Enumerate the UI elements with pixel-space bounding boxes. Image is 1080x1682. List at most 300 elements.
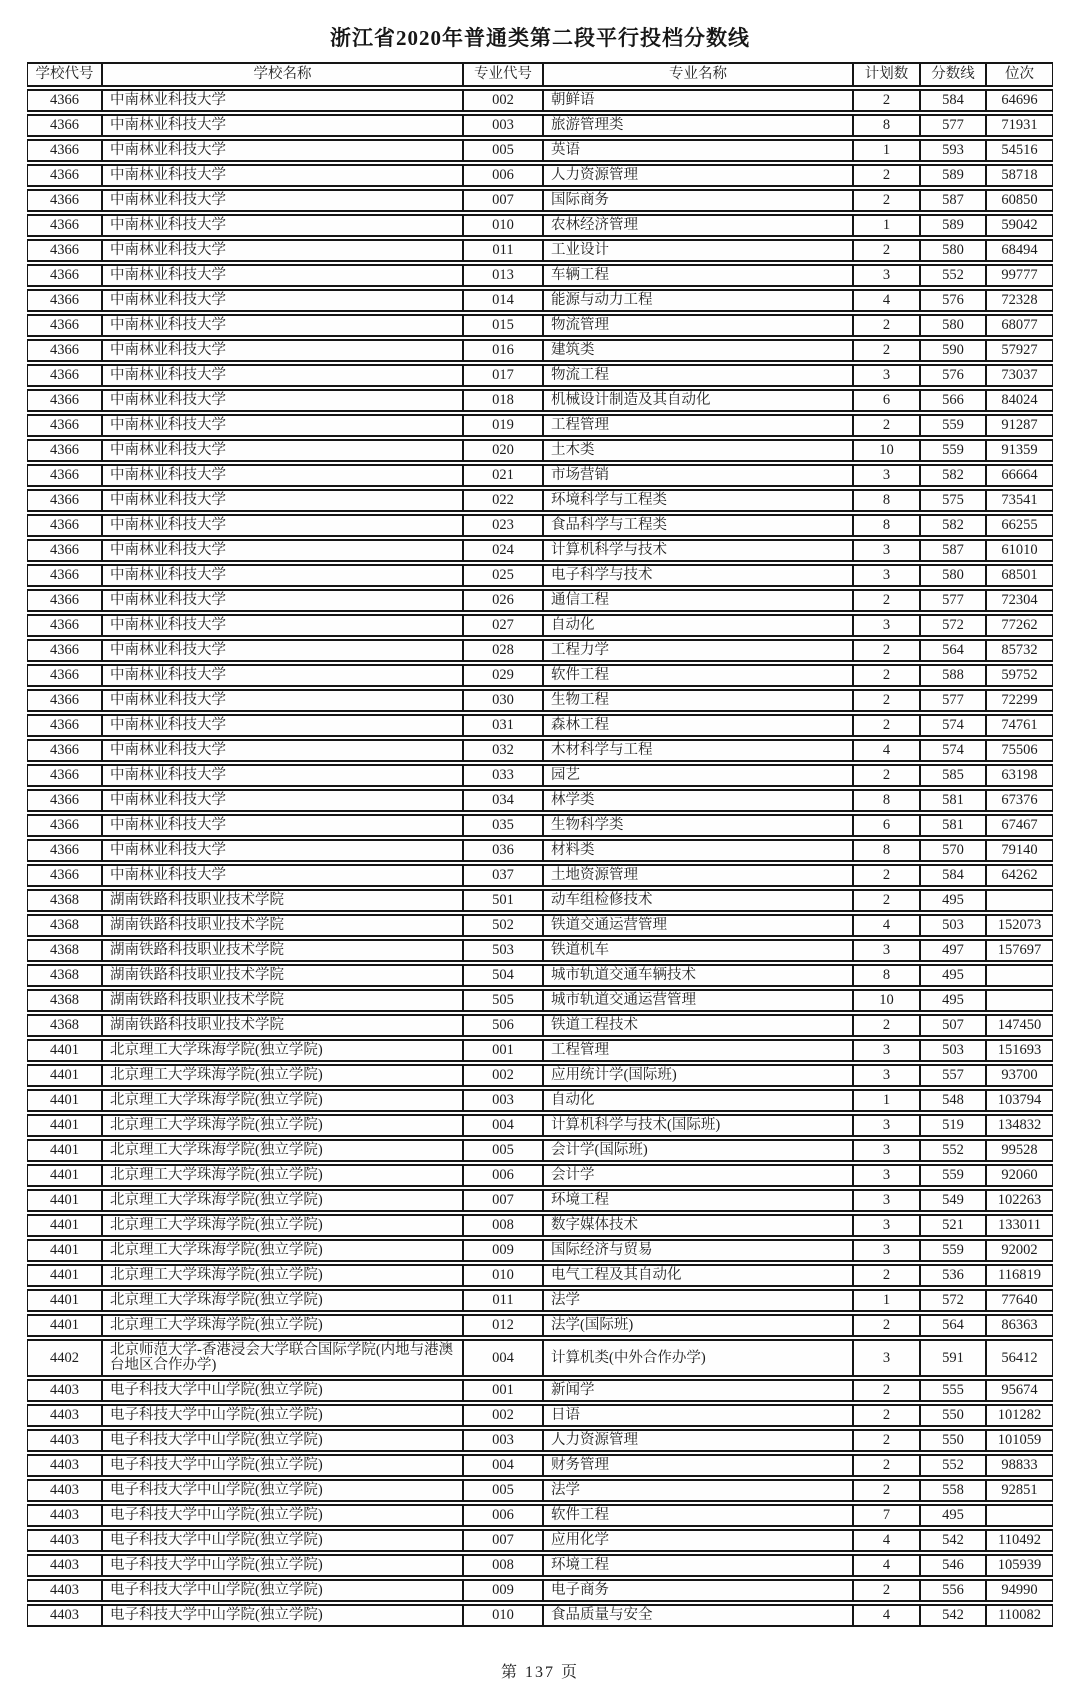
table-row — [27, 564, 1053, 587]
cell-major_code: 504 — [463, 964, 543, 987]
cell-major_name: 英语 — [543, 139, 853, 162]
cell-rank: 86363 — [986, 1314, 1053, 1337]
cell-rank: 79140 — [986, 839, 1053, 862]
cell-school_code: 4366 — [27, 714, 102, 737]
cell-rank: 116819 — [986, 1264, 1053, 1287]
cell-plan_count: 2 — [853, 1314, 920, 1337]
table-row — [27, 1064, 1053, 1087]
cell-plan_count: 2 — [853, 664, 920, 687]
cell-rank: 77640 — [986, 1289, 1053, 1312]
cell-rank: 66664 — [986, 464, 1053, 487]
cell-major_code: 016 — [463, 339, 543, 362]
cell-school_code: 4401 — [27, 1164, 102, 1187]
cell-score_line: 577 — [920, 114, 986, 137]
cell-rank: 57927 — [986, 339, 1053, 362]
cell-major_name: 材料类 — [543, 839, 853, 862]
cell-major_name: 电子科学与技术 — [543, 564, 853, 587]
cell-plan_count: 3 — [853, 264, 920, 287]
cell-major_name: 城市轨道交通运营管理 — [543, 989, 853, 1012]
cell-major_code: 005 — [463, 139, 543, 162]
cell-major_code: 026 — [463, 589, 543, 612]
cell-major_name: 国际经济与贸易 — [543, 1239, 853, 1262]
cell-major_name: 园艺 — [543, 764, 853, 787]
cell-major_name: 土地资源管理 — [543, 864, 853, 887]
cell-plan_count: 3 — [853, 1064, 920, 1087]
cell-plan_count: 2 — [853, 1429, 920, 1452]
cell-rank: 110492 — [986, 1529, 1053, 1552]
cell-rank: 63198 — [986, 764, 1053, 787]
cell-rank — [986, 1504, 1053, 1527]
cell-score_line: 575 — [920, 489, 986, 512]
cell-school_code: 4366 — [27, 514, 102, 537]
cell-plan_count: 4 — [853, 1529, 920, 1552]
cell-score_line: 495 — [920, 989, 986, 1012]
cell-school_code: 4368 — [27, 889, 102, 912]
table-row — [27, 714, 1053, 737]
cell-major_name: 自动化 — [543, 614, 853, 637]
table-row — [27, 639, 1053, 662]
table-row — [27, 1314, 1053, 1337]
table-row — [27, 1379, 1053, 1402]
cell-major_name: 动车组检修技术 — [543, 889, 853, 912]
cell-score_line: 536 — [920, 1264, 986, 1287]
cell-school_code: 4366 — [27, 139, 102, 162]
cell-school_name: 中南林业科技大学 — [102, 664, 463, 687]
cell-score_line: 552 — [920, 1454, 986, 1477]
cell-school_code: 4366 — [27, 839, 102, 862]
cell-plan_count: 3 — [853, 614, 920, 637]
cell-school_code: 4366 — [27, 864, 102, 887]
cell-major_code: 010 — [463, 1604, 543, 1627]
cell-plan_count: 3 — [853, 1214, 920, 1237]
cell-rank: 84024 — [986, 389, 1053, 412]
cell-score_line: 558 — [920, 1479, 986, 1502]
cell-rank: 73037 — [986, 364, 1053, 387]
cell-major_name: 计算机类(中外合作办学) — [543, 1339, 853, 1377]
cell-school_code: 4366 — [27, 364, 102, 387]
table-row — [27, 889, 1053, 912]
cell-major_name: 城市轨道交通车辆技术 — [543, 964, 853, 987]
cell-major_name: 法学(国际班) — [543, 1314, 853, 1337]
table-row — [27, 539, 1053, 562]
table-row — [27, 739, 1053, 762]
cell-score_line: 570 — [920, 839, 986, 862]
cell-major_name: 软件工程 — [543, 664, 853, 687]
cell-major_code: 003 — [463, 114, 543, 137]
cell-school_code: 4403 — [27, 1479, 102, 1502]
cell-school_code: 4401 — [27, 1264, 102, 1287]
cell-plan_count: 2 — [853, 1454, 920, 1477]
cell-major_name: 森林工程 — [543, 714, 853, 737]
cell-school_code: 4403 — [27, 1554, 102, 1577]
column-header-plan_count: 计划数 — [853, 62, 920, 87]
cell-rank: 72328 — [986, 289, 1053, 312]
cell-major_name: 工程管理 — [543, 1039, 853, 1062]
cell-major_name: 会计学 — [543, 1164, 853, 1187]
cell-rank: 60850 — [986, 189, 1053, 212]
cell-school_code: 4366 — [27, 339, 102, 362]
cell-major_name: 朝鲜语 — [543, 89, 853, 112]
cell-score_line: 576 — [920, 289, 986, 312]
cell-major_code: 018 — [463, 389, 543, 412]
cell-score_line: 582 — [920, 514, 986, 537]
cell-plan_count: 2 — [853, 164, 920, 187]
cell-school_name: 北京理工大学珠海学院(独立学院) — [102, 1239, 463, 1262]
table-row — [27, 89, 1053, 112]
cell-rank: 67467 — [986, 814, 1053, 837]
cell-school_code: 4401 — [27, 1089, 102, 1112]
cell-score_line: 559 — [920, 1239, 986, 1262]
cell-rank: 72304 — [986, 589, 1053, 612]
cell-rank: 66255 — [986, 514, 1053, 537]
cell-plan_count: 2 — [853, 339, 920, 362]
cell-plan_count: 1 — [853, 214, 920, 237]
cell-score_line: 566 — [920, 389, 986, 412]
table-row — [27, 464, 1053, 487]
cell-school_code: 4402 — [27, 1339, 102, 1377]
cell-plan_count: 3 — [853, 1114, 920, 1137]
cell-rank: 94990 — [986, 1579, 1053, 1602]
page-number: 第 137 页 — [500, 1664, 579, 1681]
cell-plan_count: 10 — [853, 439, 920, 462]
cell-major_name: 食品质量与安全 — [543, 1604, 853, 1627]
cell-major_name: 铁道交通运营管理 — [543, 914, 853, 937]
cell-score_line: 495 — [920, 889, 986, 912]
cell-school_name: 中南林业科技大学 — [102, 389, 463, 412]
table-row — [27, 1264, 1053, 1287]
cell-score_line: 555 — [920, 1379, 986, 1402]
cell-score_line: 519 — [920, 1114, 986, 1137]
cell-major_code: 010 — [463, 1264, 543, 1287]
cell-score_line: 542 — [920, 1604, 986, 1627]
column-header-score_line: 分数线 — [920, 62, 986, 87]
cell-plan_count: 3 — [853, 564, 920, 587]
cell-major_code: 001 — [463, 1379, 543, 1402]
cell-major_code: 010 — [463, 214, 543, 237]
cell-school_name: 北京理工大学珠海学院(独立学院) — [102, 1039, 463, 1062]
cell-school_code: 4403 — [27, 1604, 102, 1627]
table-row — [27, 914, 1053, 937]
cell-school_name: 中南林业科技大学 — [102, 489, 463, 512]
cell-major_code: 034 — [463, 789, 543, 812]
cell-school_code: 4368 — [27, 914, 102, 937]
table-row — [27, 1339, 1053, 1377]
cell-major_code: 014 — [463, 289, 543, 312]
cell-school_code: 4366 — [27, 639, 102, 662]
cell-school_code: 4366 — [27, 414, 102, 437]
cell-score_line: 549 — [920, 1189, 986, 1212]
cell-school_name: 中南林业科技大学 — [102, 89, 463, 112]
cell-school_code: 4366 — [27, 214, 102, 237]
cell-major_code: 501 — [463, 889, 543, 912]
cell-school_code: 4366 — [27, 664, 102, 687]
cell-major_code: 008 — [463, 1554, 543, 1577]
cell-major_name: 物流管理 — [543, 314, 853, 337]
cell-school_code: 4401 — [27, 1064, 102, 1087]
cell-school_name: 中南林业科技大学 — [102, 514, 463, 537]
cell-school_name: 中南林业科技大学 — [102, 214, 463, 237]
cell-school_name: 中南林业科技大学 — [102, 139, 463, 162]
table-row — [27, 489, 1053, 512]
table-row — [27, 664, 1053, 687]
cell-plan_count: 3 — [853, 939, 920, 962]
cell-major_name: 数字媒体技术 — [543, 1214, 853, 1237]
cell-major_name: 生物科学类 — [543, 814, 853, 837]
cell-school_name: 湖南铁路科技职业技术学院 — [102, 989, 463, 1012]
cell-school_name: 中南林业科技大学 — [102, 364, 463, 387]
table-row — [27, 1404, 1053, 1427]
cell-plan_count: 2 — [853, 1404, 920, 1427]
cell-score_line: 589 — [920, 164, 986, 187]
table-row — [27, 614, 1053, 637]
table-header — [27, 62, 1053, 87]
cell-major_name: 工程力学 — [543, 639, 853, 662]
cell-rank: 152073 — [986, 914, 1053, 937]
cell-plan_count: 2 — [853, 864, 920, 887]
cell-school_code: 4366 — [27, 789, 102, 812]
cell-plan_count: 2 — [853, 1379, 920, 1402]
cell-major_name: 生物工程 — [543, 689, 853, 712]
cell-plan_count: 8 — [853, 789, 920, 812]
header-row — [27, 62, 1053, 87]
cell-school_name: 中南林业科技大学 — [102, 639, 463, 662]
table-row — [27, 1479, 1053, 1502]
cell-school_name: 湖南铁路科技职业技术学院 — [102, 1014, 463, 1037]
table-row — [27, 1214, 1053, 1237]
cell-school_name: 中南林业科技大学 — [102, 539, 463, 562]
cell-rank: 58718 — [986, 164, 1053, 187]
cell-school_code: 4403 — [27, 1454, 102, 1477]
cell-school_code: 4366 — [27, 264, 102, 287]
cell-major_code: 019 — [463, 414, 543, 437]
cell-plan_count: 8 — [853, 114, 920, 137]
cell-school_name: 湖南铁路科技职业技术学院 — [102, 889, 463, 912]
cell-school_code: 4366 — [27, 389, 102, 412]
cell-school_name: 北京理工大学珠海学院(独立学院) — [102, 1189, 463, 1212]
cell-plan_count: 2 — [853, 1014, 920, 1037]
cell-school_code: 4401 — [27, 1114, 102, 1137]
cell-school_code: 4401 — [27, 1214, 102, 1237]
cell-score_line: 585 — [920, 764, 986, 787]
cell-plan_count: 3 — [853, 1339, 920, 1377]
cell-major_name: 电气工程及其自动化 — [543, 1264, 853, 1287]
cell-score_line: 559 — [920, 439, 986, 462]
cell-rank — [986, 889, 1053, 912]
cell-plan_count: 2 — [853, 1264, 920, 1287]
cell-score_line: 503 — [920, 914, 986, 937]
table-row — [27, 839, 1053, 862]
cell-major_name: 工业设计 — [543, 239, 853, 262]
cell-major_code: 002 — [463, 1404, 543, 1427]
cell-rank: 64262 — [986, 864, 1053, 887]
cell-school_name: 电子科技大学中山学院(独立学院) — [102, 1379, 463, 1402]
cell-major_code: 035 — [463, 814, 543, 837]
cell-school_code: 4403 — [27, 1429, 102, 1452]
table-row — [27, 964, 1053, 987]
cell-school_name: 电子科技大学中山学院(独立学院) — [102, 1529, 463, 1552]
cell-major_name: 人力资源管理 — [543, 1429, 853, 1452]
cell-score_line: 572 — [920, 614, 986, 637]
cell-score_line: 572 — [920, 1289, 986, 1312]
cell-major_name: 工程管理 — [543, 414, 853, 437]
cell-major_name: 会计学(国际班) — [543, 1139, 853, 1162]
cell-plan_count: 3 — [853, 364, 920, 387]
cell-score_line: 581 — [920, 814, 986, 837]
cell-major_code: 007 — [463, 189, 543, 212]
cell-school_code: 4403 — [27, 1504, 102, 1527]
cell-major_name: 计算机科学与技术(国际班) — [543, 1114, 853, 1137]
cell-school_name: 中南林业科技大学 — [102, 839, 463, 862]
cell-plan_count: 1 — [853, 139, 920, 162]
cell-major_name: 市场营销 — [543, 464, 853, 487]
cell-score_line: 581 — [920, 789, 986, 812]
cell-major_name: 车辆工程 — [543, 264, 853, 287]
cell-major_name: 土木类 — [543, 439, 853, 462]
table-row — [27, 1504, 1053, 1527]
cell-rank: 133011 — [986, 1214, 1053, 1237]
cell-school_name: 北京理工大学珠海学院(独立学院) — [102, 1139, 463, 1162]
table-row — [27, 164, 1053, 187]
cell-major_code: 027 — [463, 614, 543, 637]
cell-score_line: 590 — [920, 339, 986, 362]
cell-school_code: 4366 — [27, 289, 102, 312]
cell-major_code: 001 — [463, 1039, 543, 1062]
cell-plan_count: 2 — [853, 714, 920, 737]
cell-major_code: 002 — [463, 1064, 543, 1087]
cell-school_name: 北京理工大学珠海学院(独立学院) — [102, 1289, 463, 1312]
cell-major_code: 028 — [463, 639, 543, 662]
cell-major_name: 应用统计学(国际班) — [543, 1064, 853, 1087]
table-body — [27, 89, 1053, 1627]
cell-plan_count: 10 — [853, 989, 920, 1012]
cell-score_line: 587 — [920, 539, 986, 562]
cell-score_line: 559 — [920, 1164, 986, 1187]
cell-school_name: 电子科技大学中山学院(独立学院) — [102, 1404, 463, 1427]
table-row — [27, 389, 1053, 412]
cell-major_name: 林学类 — [543, 789, 853, 812]
table-row — [27, 1039, 1053, 1062]
cell-major_name: 日语 — [543, 1404, 853, 1427]
cell-major_name: 能源与动力工程 — [543, 289, 853, 312]
cell-school_name: 湖南铁路科技职业技术学院 — [102, 914, 463, 937]
table-row — [27, 1239, 1053, 1262]
cell-score_line: 564 — [920, 639, 986, 662]
cell-school_name: 电子科技大学中山学院(独立学院) — [102, 1479, 463, 1502]
table-row — [27, 1114, 1053, 1137]
cell-school_name: 北京理工大学珠海学院(独立学院) — [102, 1164, 463, 1187]
cell-rank: 67376 — [986, 789, 1053, 812]
cell-school_name: 北京师范大学-香港浸会大学联合国际学院(内地与港澳台地区合作办学) — [102, 1339, 463, 1377]
cell-plan_count: 2 — [853, 764, 920, 787]
cell-major_code: 005 — [463, 1139, 543, 1162]
cell-rank: 91359 — [986, 439, 1053, 462]
cell-rank: 102263 — [986, 1189, 1053, 1212]
cell-plan_count: 8 — [853, 514, 920, 537]
cell-school_code: 4401 — [27, 1139, 102, 1162]
cell-major_code: 009 — [463, 1579, 543, 1602]
cell-school_code: 4368 — [27, 964, 102, 987]
table-row — [27, 514, 1053, 537]
cell-school_name: 北京理工大学珠海学院(独立学院) — [102, 1214, 463, 1237]
cell-major_name: 铁道机车 — [543, 939, 853, 962]
cell-school_name: 北京理工大学珠海学院(独立学院) — [102, 1114, 463, 1137]
cell-score_line: 559 — [920, 414, 986, 437]
table-row — [27, 139, 1053, 162]
cell-major_code: 503 — [463, 939, 543, 962]
cell-plan_count: 8 — [853, 489, 920, 512]
cell-major_name: 机械设计制造及其自动化 — [543, 389, 853, 412]
cell-major_code: 033 — [463, 764, 543, 787]
cell-major_name: 铁道工程技术 — [543, 1014, 853, 1037]
cell-rank: 59752 — [986, 664, 1053, 687]
cell-major_code: 003 — [463, 1429, 543, 1452]
cell-plan_count: 3 — [853, 1039, 920, 1062]
cell-major_code: 006 — [463, 164, 543, 187]
cell-major_code: 032 — [463, 739, 543, 762]
cell-school_name: 中南林业科技大学 — [102, 739, 463, 762]
table-row — [27, 1604, 1053, 1627]
cell-major_code: 017 — [463, 364, 543, 387]
cell-plan_count: 3 — [853, 1189, 920, 1212]
table-row — [27, 214, 1053, 237]
table-row — [27, 789, 1053, 812]
cell-rank: 93700 — [986, 1064, 1053, 1087]
table-row — [27, 289, 1053, 312]
cell-school_code: 4366 — [27, 239, 102, 262]
cell-school_code: 4403 — [27, 1379, 102, 1402]
cell-plan_count: 6 — [853, 389, 920, 412]
cell-score_line: 556 — [920, 1579, 986, 1602]
cell-score_line: 521 — [920, 1214, 986, 1237]
cell-plan_count: 1 — [853, 1089, 920, 1112]
cell-score_line: 552 — [920, 264, 986, 287]
cell-major_code: 029 — [463, 664, 543, 687]
cell-major_code: 023 — [463, 514, 543, 537]
cell-rank: 95674 — [986, 1379, 1053, 1402]
cell-major_name: 财务管理 — [543, 1454, 853, 1477]
cell-rank: 71931 — [986, 114, 1053, 137]
cell-plan_count: 8 — [853, 964, 920, 987]
cell-school_code: 4403 — [27, 1579, 102, 1602]
cell-major_code: 030 — [463, 689, 543, 712]
cell-major_name: 食品科学与工程类 — [543, 514, 853, 537]
cell-school_name: 电子科技大学中山学院(独立学院) — [102, 1429, 463, 1452]
cell-plan_count: 3 — [853, 539, 920, 562]
table-row — [27, 1579, 1053, 1602]
cell-rank: 74761 — [986, 714, 1053, 737]
table-row — [27, 1139, 1053, 1162]
cell-school_name: 中南林业科技大学 — [102, 689, 463, 712]
cell-rank: 54516 — [986, 139, 1053, 162]
table-row — [27, 1454, 1053, 1477]
cell-rank: 134832 — [986, 1114, 1053, 1137]
cell-score_line: 552 — [920, 1139, 986, 1162]
cell-rank: 68077 — [986, 314, 1053, 337]
cell-score_line: 577 — [920, 689, 986, 712]
cell-rank: 99777 — [986, 264, 1053, 287]
cell-score_line: 497 — [920, 939, 986, 962]
cell-major_code: 021 — [463, 464, 543, 487]
cell-school_name: 电子科技大学中山学院(独立学院) — [102, 1454, 463, 1477]
cell-major_code: 015 — [463, 314, 543, 337]
cell-plan_count: 4 — [853, 1554, 920, 1577]
cell-school_name: 电子科技大学中山学院(独立学院) — [102, 1604, 463, 1627]
cell-school_code: 4401 — [27, 1189, 102, 1212]
cell-school_code: 4366 — [27, 764, 102, 787]
cell-major_code: 012 — [463, 1314, 543, 1337]
cell-school_code: 4366 — [27, 814, 102, 837]
page-title: 浙江省2020年普通类第二段平行投档分数线 — [330, 26, 750, 50]
